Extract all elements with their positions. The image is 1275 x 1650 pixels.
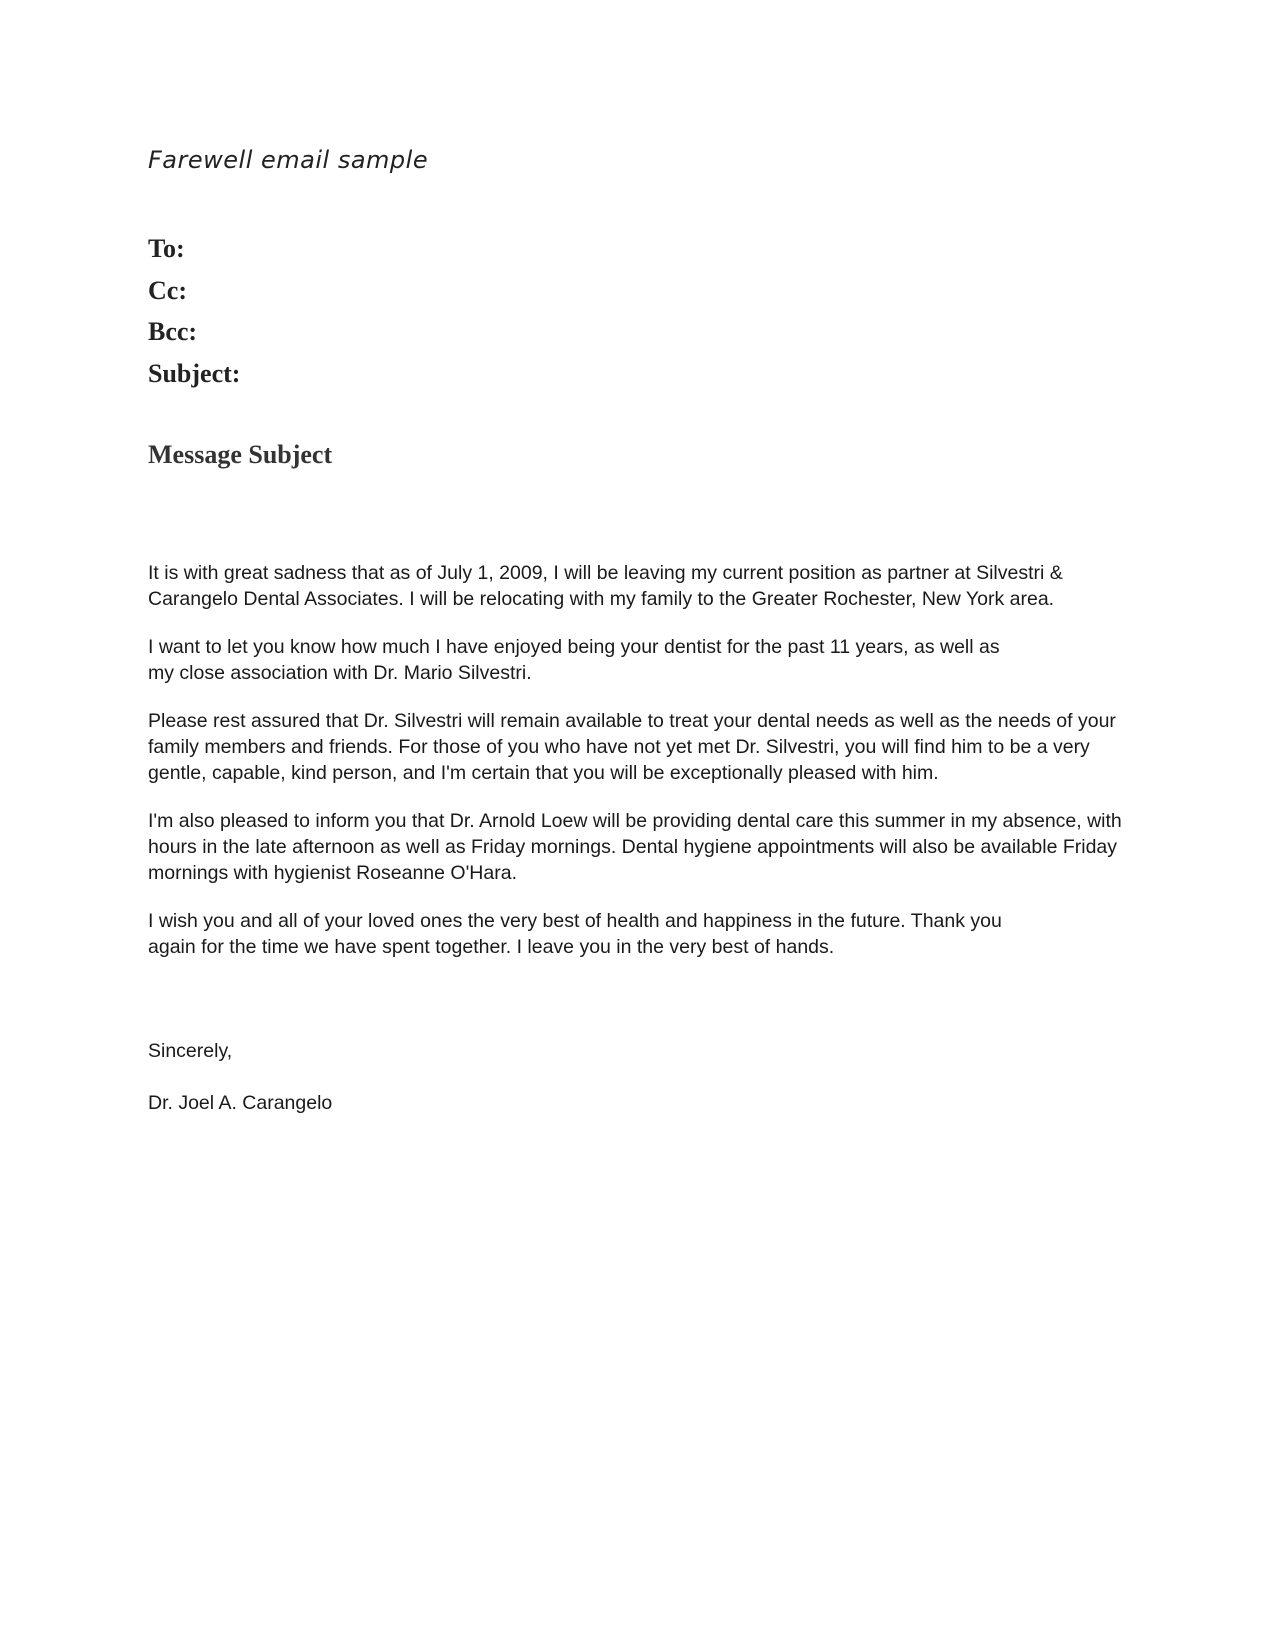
signature-name: Dr. Joel A. Carangelo — [148, 1092, 333, 1114]
email-header-fields — [148, 234, 240, 400]
email-body — [148, 560, 1128, 982]
body-paragraph: I wish you and all of your loved ones the very best of health and happiness in the future. Thank you again for the time we have spent together. I leave you in the very best of hands. — [148, 910, 1002, 958]
closing-line: Sincerely, — [148, 1040, 233, 1062]
document-title: Farewell email sample — [148, 146, 429, 174]
bcc-label: Bcc: — [148, 317, 198, 346]
subject-label: Subject: — [148, 358, 241, 388]
message-subject-heading: Message Subject — [148, 440, 333, 469]
body-paragraph: Please rest assured that Dr. Silvestri will remain available to treat your dental needs as well as the needs of your family members and friends. For those of you who have not yet met Dr. Silvestri, you will find him to be a very gentle, capable, kind person, and I'm certain that you will be exceptionally pleased with him. — [148, 710, 1116, 784]
body-paragraph: I'm also pleased to inform you that Dr. Arnold Loew will be providing dental care this summer in my absence, with hours in the late afternoon as well as Friday mornings. Dental hygiene appointments will also be available Friday mornings with hygienist Roseanne O'Hara. — [148, 810, 1122, 884]
cc-label: Cc: — [148, 275, 187, 305]
body-paragraph: I want to let you know how much I have enjoyed being your dentist for the past 11 years, as well as my close association with Dr. Mario Silvestri. — [148, 636, 1000, 684]
body-paragraph: It is with great sadness that as of July 1, 2009, I will be leaving my current position as partner at Silvestri & Carangelo Dental Associates. I will be relocating with my family to the Greater Rochester, New York area. — [148, 562, 1063, 610]
to-label: To: — [148, 234, 185, 263]
